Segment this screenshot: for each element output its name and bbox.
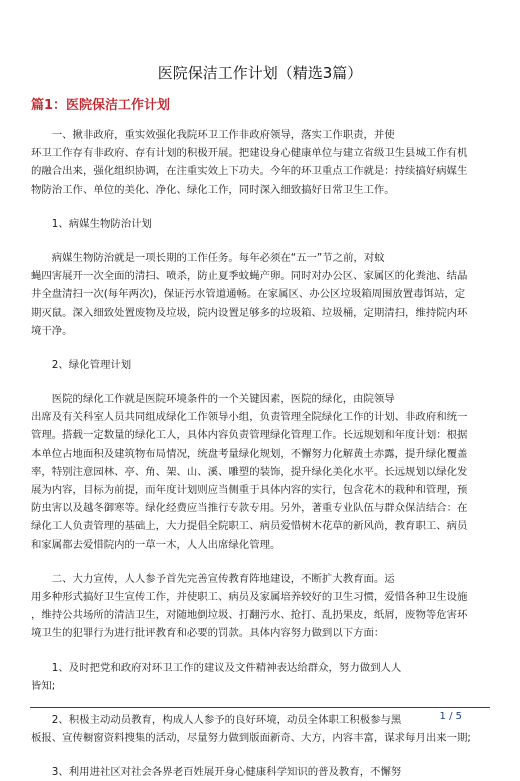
text-line: 防虫害以及越冬御寒等。绿化经费应当推行专款专用。另外，著重专业队伍与群众保洁结合：在	[31, 502, 468, 515]
paragraph-gap	[31, 747, 491, 763]
text-line: ，维持公共场所的清洁卫生，对随地倒垃圾、打翻污水、抢打、乱扔果皮，纸屑，废物等危害环	[31, 609, 468, 622]
paragraph	[31, 356, 491, 374]
paragraph-gap	[31, 374, 491, 390]
document-title: 医院保洁工作计划（精选3篇）	[157, 64, 363, 82]
text-line: 用多种形式搞好卫生宣传工作，并使职工、病员及家属培养较好的卫生习惯，爱惜各种卫生设施	[31, 590, 468, 603]
text-line: 一、揪非政府，重实效强化我院环卫工作非政府领导，落实工作职责，并使	[31, 129, 395, 141]
paragraph-gap	[31, 695, 491, 711]
paragraph-gap	[31, 340, 491, 356]
text-line: 蝇四害展开一次全面的清扫、喷杀，防止夏季蚊蝇产卵。同时对办公区、家属区的化粪池、结晶	[31, 270, 468, 283]
paragraph	[31, 763, 491, 781]
text-line: 2、积极主动动员教育，构成人人参予的良好环境，动员全体职工积极参与黑	[31, 713, 402, 726]
paragraph-gap	[31, 199, 491, 215]
document-body	[31, 126, 491, 781]
text-line: 3、利用进社区对社会各界老百姓展开身心健康科学知识的普及教育，不懈努	[31, 766, 402, 779]
text-line: 绿化工人负责管理的基础上，大力提倡全院职工、病员爱惜树木花草的新风尚，教育职工、病员	[31, 520, 468, 533]
footer-divider	[30, 707, 490, 708]
section-heading: 篇1：医院保洁工作计划	[31, 98, 171, 113]
text-line: 板报、宣传橱窗资料搜集的活动，尽量努力做到版面新奇、大方，内容丰富，谋求每月出来一期;	[31, 732, 471, 745]
paragraph-gap	[31, 554, 491, 570]
text-line: 境干净。	[31, 324, 73, 337]
text-line: 二、大力宣传，人人参予首先完善宣传教育阵地建设，不断扩大教育面。运	[31, 572, 395, 585]
paragraph	[31, 249, 491, 340]
text-line: 医院的绿化工作就是医院环境条件的一个关键因素，医院的绿化，由院领导	[31, 393, 395, 406]
text-line: 率，特别注意园林、亭、角、架、山、溪、雕塑的装饰，提升绿化美化水平。长远规划以绿化发	[31, 465, 468, 478]
text-line: 皆知;	[31, 679, 56, 692]
paragraph-gap	[31, 643, 491, 659]
paragraph	[31, 570, 491, 643]
text-line: 期灭鼠。深入细致处置废物及垃圾，院内设置足够多的垃圾箱、垃圾桶，定期清扫，维持院内环	[31, 306, 468, 319]
paragraph	[31, 711, 491, 747]
text-line: 物防治工作、单位的美化、净化、绿化工作，同时深入细致搞好日常卫生工作。	[31, 183, 395, 196]
paragraph-gap	[31, 233, 491, 249]
text-line: 2、绿化管理计划	[31, 358, 132, 371]
page-indicator: 1 / 5	[439, 711, 462, 722]
text-line: 管理。搭载一定数量的绿化工人，具体内容负责管理绿化管理工作。长远规划和年度计划：根据	[31, 429, 468, 442]
text-line: 1、病媒生物防治计划	[31, 217, 152, 230]
text-line: 病媒生物防治就是一项长期的工作任务。每年必须在“五一”节之前，对蚊	[31, 251, 385, 264]
text-line: 的融合出来，强化组织协调，在注重实效上下功夫。今年的环卫重点工作就是：持续搞好病媒生	[31, 165, 468, 178]
text-line: 出席及有关科室人员共同组成绿化工作领导小组，负责管理全院绿化工作的计划、非政府和统一	[31, 411, 468, 424]
text-line: 境卫生的犯罪行为进行批评教育和必要的罚款。具体内容努力做到以下方面：	[31, 627, 385, 640]
paragraph	[31, 390, 491, 554]
paragraph	[31, 659, 491, 695]
text-line: 和家属都去爱惜院内的一草一木，人人出席绿化管理。	[31, 538, 281, 551]
text-line: 井全盘清扫一次(每年两次)，保证污水管道通畅。在家属区、办公区垃圾箱周围放置毒饵站，定	[31, 288, 466, 301]
text-line: 展为内容，目标为前提，而年度计划则应当侧重于具体内容的实行，包含花木的栽种和管理，预	[31, 484, 468, 496]
paragraph	[31, 215, 491, 233]
text-line: 环卫工作存有非政府、存有计划的积极开展。把建设身心健康单位与建立省级卫生县城工作有机	[31, 147, 468, 160]
text-line: 本单位占地面积及建筑物布局情况，统盘考量绿化规划，不懈努力化解黄土赤露，提升绿化覆盖	[31, 447, 468, 460]
paragraph	[31, 126, 491, 199]
text-line: 1、及时把党和政府对环卫工作的建议及文件精神表达给群众，努力做到人人	[31, 661, 402, 674]
